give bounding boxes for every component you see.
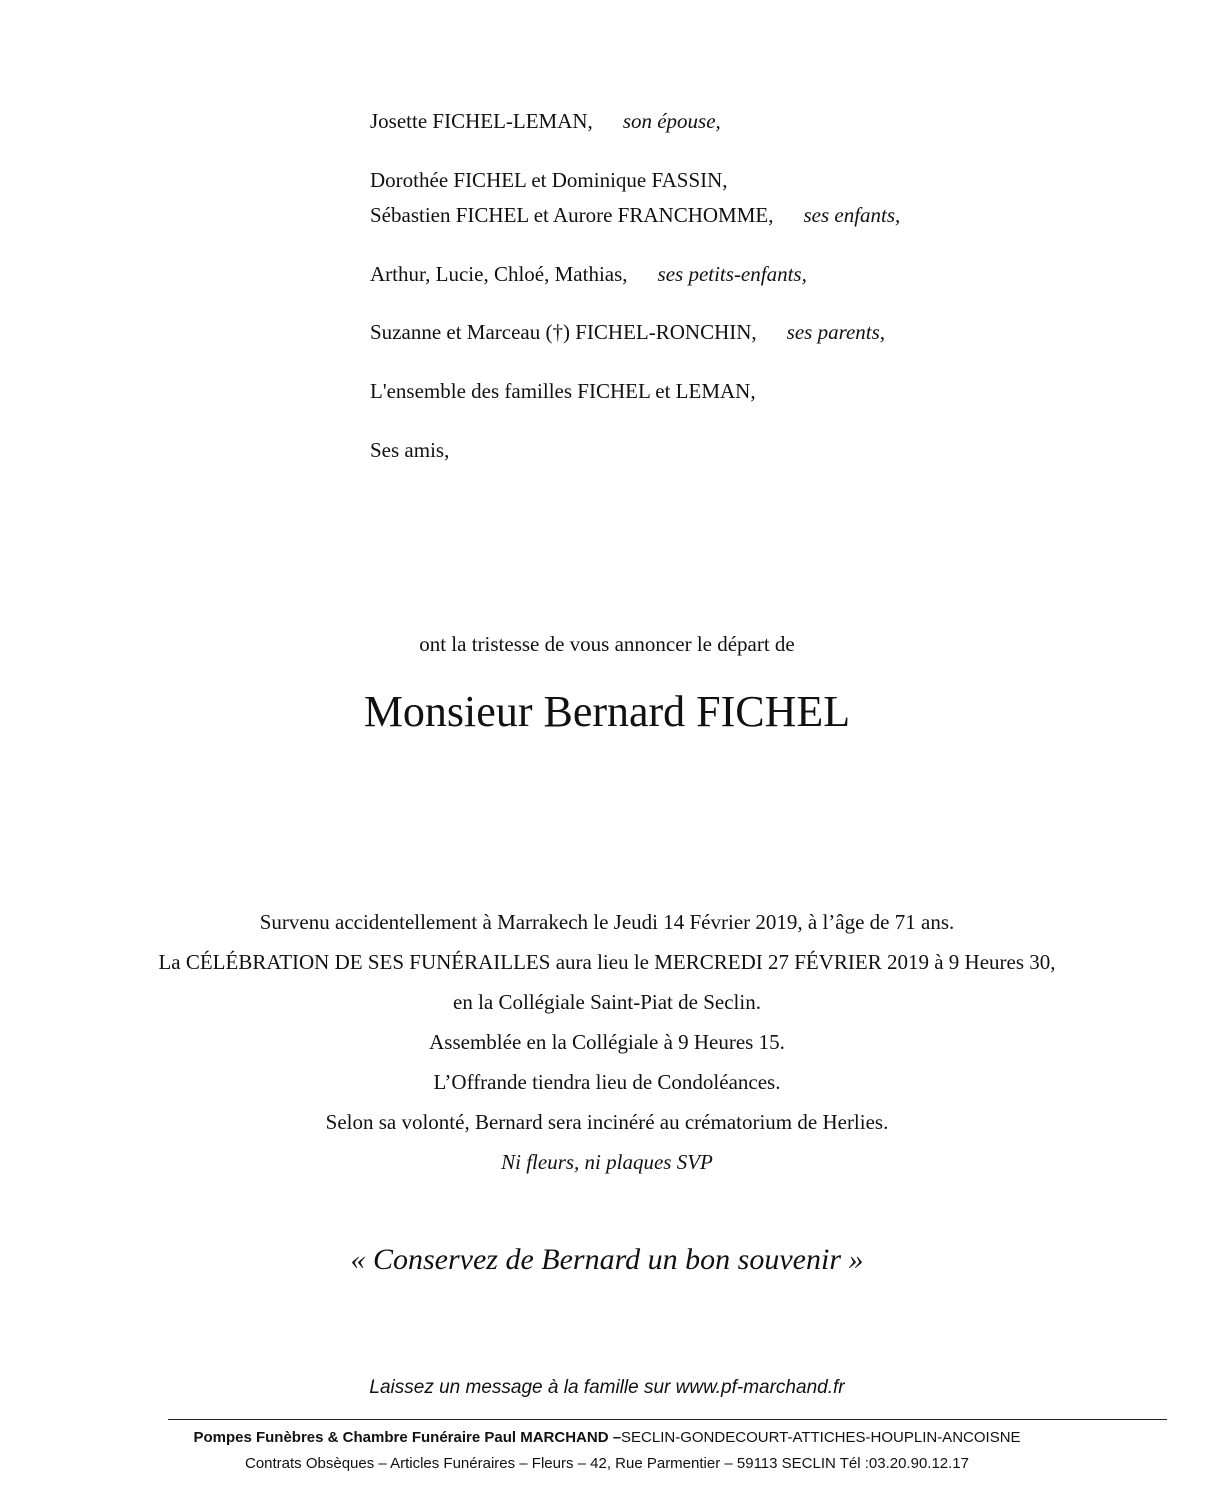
family-line-parents — [370, 320, 885, 345]
family-relation: ses parents, — [786, 320, 886, 344]
family-line-grandchildren — [370, 262, 807, 287]
family-line-child-1 — [370, 168, 728, 193]
footer-divider — [168, 1419, 1167, 1420]
footer-company-line — [0, 1429, 1214, 1446]
family-names: Arthur, Lucie, Chloé, Mathias, — [370, 262, 628, 286]
detail-assembly: Assemblée en la Collégiale à 9 Heures 15. — [429, 1030, 785, 1054]
family-line-child-2 — [370, 203, 900, 228]
deceased-name: Monsieur Bernard FICHEL — [363, 687, 851, 736]
announcement-intro: ont la tristesse de vous annoncer le départ de — [419, 632, 795, 656]
message-link[interactable]: Laissez un message à la famille sur www.pf-marchand.fr — [369, 1377, 845, 1398]
detail-ceremony: La CÉLÉBRATION DE SES FUNÉRAILLES aura lieu le MERCREDI 27 FÉVRIER 2019 à 9 Heures 30, — [158, 950, 1056, 974]
family-names: Josette FICHEL-LEMAN, — [370, 109, 593, 133]
family-names: Suzanne et Marceau (†) FICHEL-RONCHIN, — [370, 320, 757, 344]
family-relation: ses enfants, — [803, 203, 901, 227]
detail-no-flowers: Ni fleurs, ni plaques SVP — [501, 1150, 713, 1174]
family-line-friends — [370, 438, 449, 463]
family-line-families — [370, 379, 756, 404]
detail-offering: L’Offrande tiendra lieu de Condoléances. — [433, 1070, 781, 1094]
footer-services: Contrats Obsèques – Articles Funéraires – Fleurs – 42, Rue Parmentier – 59113 SECLIN Tél :03.20.90.12.17 — [244, 1455, 969, 1472]
family-names: L'ensemble des familles FICHEL et LEMAN, — [370, 379, 756, 403]
family-relation: ses petits-enfants, — [657, 262, 807, 286]
family-names: Ses amis, — [370, 438, 450, 462]
family-line-spouse — [370, 109, 721, 134]
footer-company: Pompes Funèbres & Chambre Funéraire Paul MARCHAND – — [193, 1429, 622, 1446]
footer-towns: SECLIN-GONDECOURT-ATTICHES-HOUPLIN-ANCOISNE — [621, 1429, 1021, 1446]
detail-cremation: Selon sa volonté, Bernard sera inciné​ré au crématorium de Herlies. — [325, 1110, 889, 1134]
memorial-quote: « Conservez de Bernard un bon souvenir » — [350, 1243, 864, 1276]
family-names: Dorothée FICHEL et Dominique FASSIN, — [370, 168, 728, 192]
family-relation: son épouse, — [622, 109, 721, 133]
family-names: Sébastien FICHEL et Aurore FRANCHOMME, — [370, 203, 774, 227]
detail-location: en la Collégiale Saint-Piat de Seclin. — [453, 990, 761, 1014]
detail-death: Survenu accidentellement à Marrakech le Jeudi 14 Février 2019, à l’âge de 71 ans. — [259, 910, 955, 934]
